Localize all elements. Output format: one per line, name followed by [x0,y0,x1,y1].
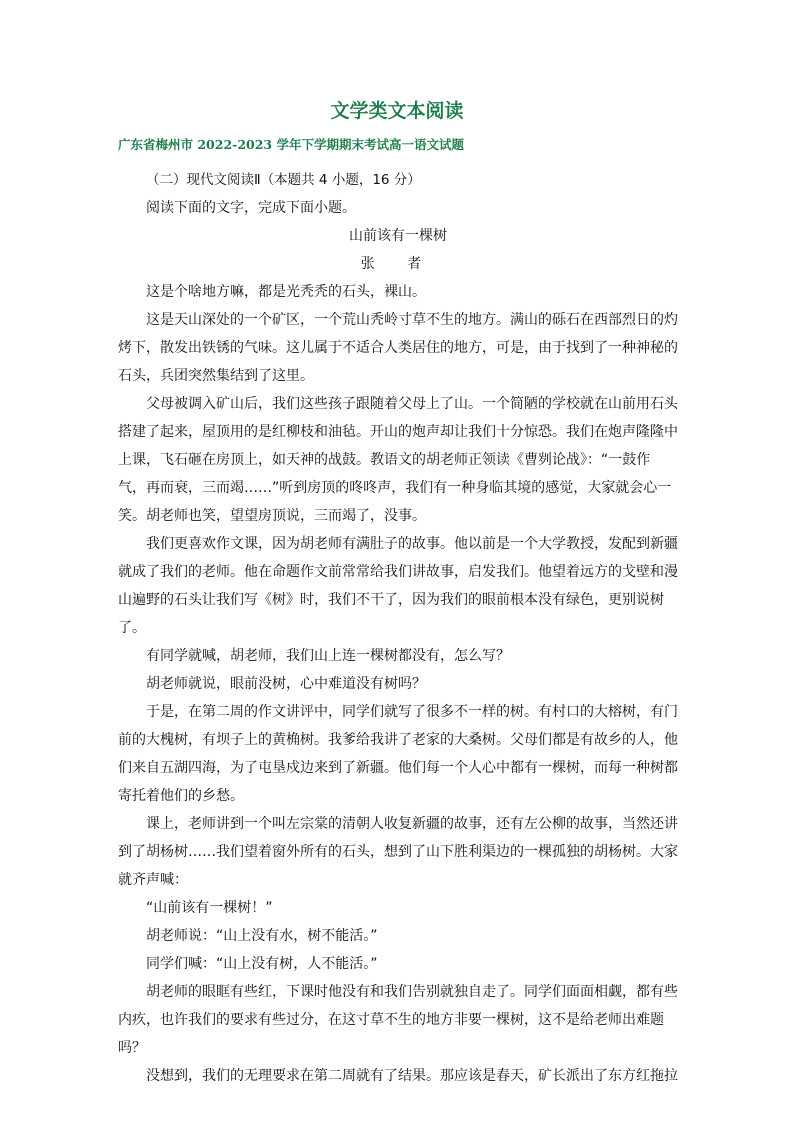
exam-subtitle: 广东省梅州市 2022-2023 学年下学期期末考试高一语文试题 [118,137,464,152]
section-heading: （二）现代文阅读Ⅱ（本题共 4 小题，16 分） [146,172,421,188]
paragraph: 我们更喜欢作文课，因为胡老师有满肚子的故事。他以前是一个大学教授，发配到新疆就成了我们的老师。他在命题作文前常常给我们讲故事，启发我们。他望着远方的戈壁和漫山遍野的石头让我们写《树》时，我们不干了，因为我们的眼前根本没有绿色，更别说树了。 [118,536,678,636]
paragraph: 同学们喊：“山上没有树，人不能活。” [146,956,378,972]
paragraph: “山前该有一棵树！” [146,900,273,916]
paragraph: 这是天山深处的一个矿区，一个荒山秃岭寸草不生的地方。满山的砾石在西部烈日的灼烤下，散发出铁锈的气味。这儿属于不适合人类居住的地方，可是，由于找到了一种神秘的石头，兵团突然集结到了这里。 [118,312,678,384]
paragraph: 有同学就喊，胡老师，我们山上连一棵树都没有，怎么写？ [146,648,510,664]
paragraph: 胡老师就说，眼前没树，心中难道没有树吗？ [146,676,426,692]
paragraph: 胡老师说：“山上没有水，树不能活。” [146,928,378,944]
article-author: 张 者 [360,256,436,272]
paragraph: 课上，老师讲到一个叫左宗棠的清朝人收复新疆的故事，还有左公柳的故事，当然还讲到了胡杨树……我们望着窗外所有的石头，想到了山下胜利渠边的一棵孤独的胡杨树。大家就齐声喊： [118,816,678,888]
paragraph: 父母被调入矿山后，我们这些孩子跟随着父母上了山。一个简陋的学校就在山前用石头搭建了起来，屋顶用的是红柳枝和油毡。开山的炮声却让我们十分惊恐。我们在炮声隆隆中上课，飞石砸在房顶上，如天神的战鼓。教语文的胡老师正领读《曹刿论战》：“一鼓作气，再而衰，三而竭……”听到房顶的咚咚声，我们有一种身临其境的感觉，大家就会心一笑。胡老师也笑，望望房顶说，三而竭了，没事。 [118,396,678,524]
document-body [118,166,678,1090]
page-title: 文学类文本阅读 [330,100,464,122]
paragraph: 没想到，我们的无理要求在第二周就有了结果。那应该是春天，矿长派出了东方红拖拉 [146,1068,678,1084]
article-title: 山前该有一棵树 [349,228,447,244]
instruction-text: 阅读下面的文字，完成下面小题。 [146,200,356,216]
paragraph: 胡老师的眼眶有些红，下课时他没有和我们告别就独自走了。同学们面面相觑，都有些内疚，也许我们的要求有些过分，在这寸草不生的地方非要一棵树，这不是给老师出难题吗？ [118,984,678,1056]
paragraph: 于是，在第二周的作文讲评中，同学们就写了很多不一样的树。有村口的大榕树，有门前的大槐树，有坝子上的黄桷树。我爹给我讲了老家的大桑树。父母们都是有故乡的人，他们来自五湖四海，为了屯垦戍边来到了新疆。他们每一个人心中都有一棵树，而每一种树都寄托着他们的乡愁。 [118,704,678,804]
paragraph: 这是个啥地方嘛，都是光秃秃的石头，裸山。 [146,284,426,300]
